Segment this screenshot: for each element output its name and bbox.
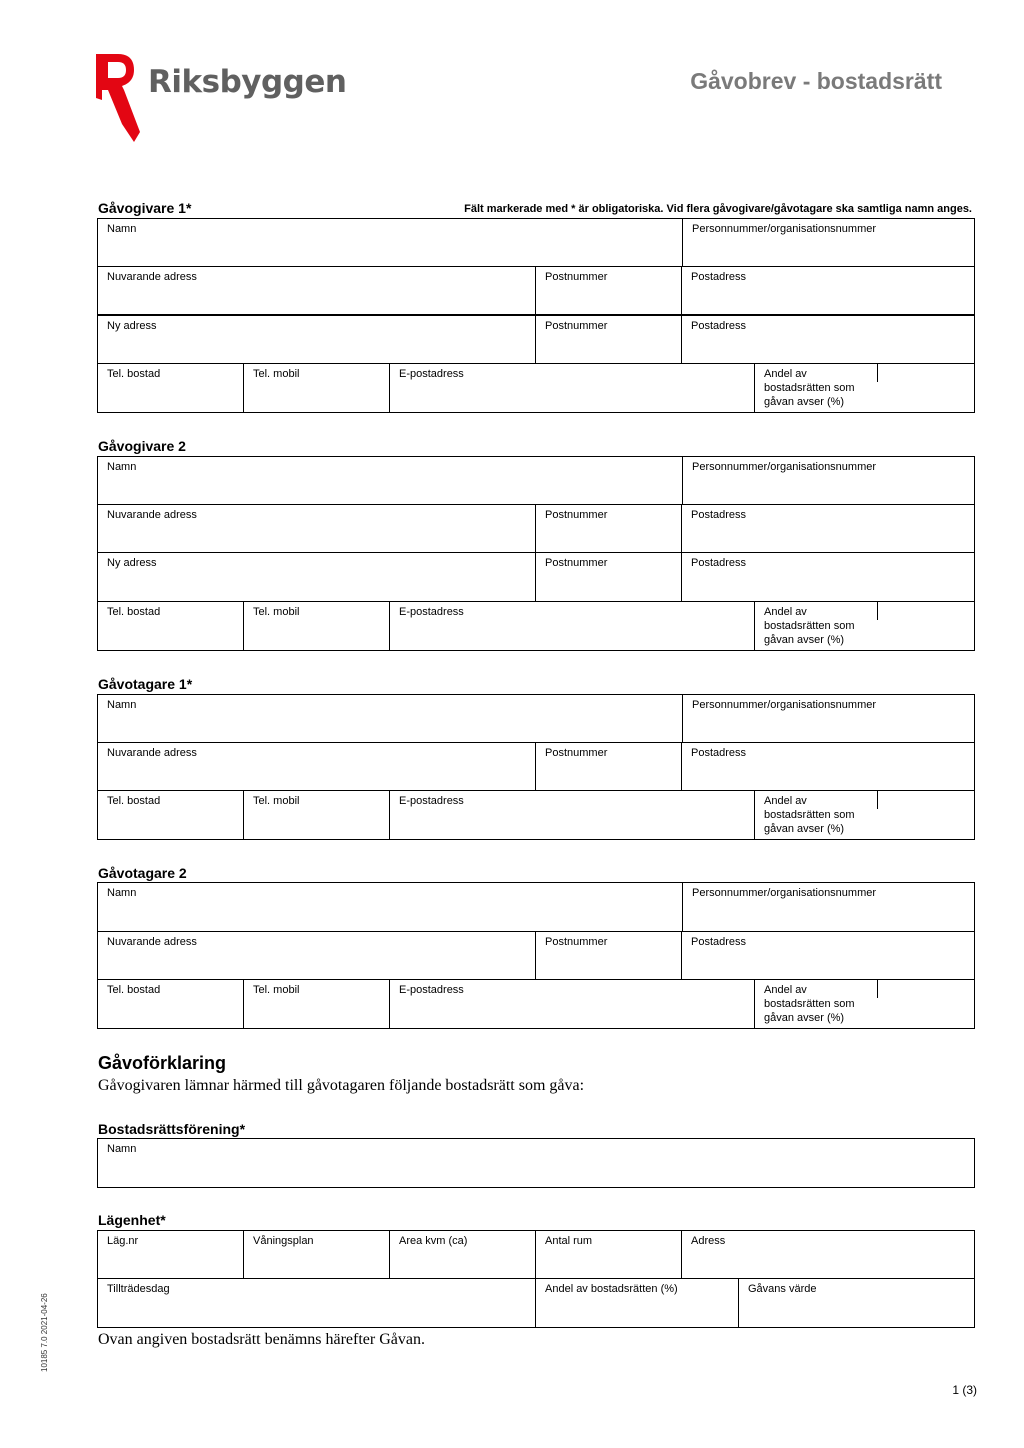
mandatory-fields-note: Fält markerade med * är obligatoriska. Vid flera gåvogivare/gåvotagare ska samtliga namn anges.: [464, 203, 972, 215]
taker-2-postadress-field[interactable]: [681, 931, 975, 980]
giver-1-new-postnummer-field[interactable]: [535, 315, 682, 364]
field-label: Nuvarande adress: [107, 747, 197, 759]
giver-1-share-field[interactable]: [754, 363, 975, 413]
declaration-heading: Gåvoförklaring: [98, 1053, 227, 1073]
giver-2-postadress-field[interactable]: [681, 504, 975, 553]
field-label: Nuvarande adress: [107, 509, 197, 521]
document-code: 10185 7.0 2021-04-26: [40, 1293, 49, 1372]
taker-2-personnummer-field[interactable]: [682, 882, 975, 932]
area-field[interactable]: [389, 1230, 536, 1279]
field-label: Postadress: [691, 509, 747, 521]
field-label: Namn: [107, 461, 137, 473]
field-label: bostadsrätten som: [764, 382, 855, 394]
taker-1-name-field[interactable]: [97, 694, 683, 743]
field-label: Postnummer: [545, 557, 608, 569]
field-label: Postnummer: [545, 509, 608, 521]
share-divider: [877, 364, 878, 382]
field-label: Tel. mobil: [253, 984, 300, 996]
field-label: Personnummer/organisationsnummer: [692, 699, 877, 711]
share-divider: [877, 980, 878, 998]
field-label: bostadsrätten som: [764, 620, 855, 632]
field-label: Tel. bostad: [107, 606, 161, 618]
field-label: Tel. mobil: [253, 795, 300, 807]
field-label: Andel av: [764, 984, 807, 996]
taker-1-current-address-field[interactable]: [97, 742, 536, 791]
share-divider: [877, 791, 878, 809]
field-label: Postadress: [691, 320, 747, 332]
field-label: Area kvm (ca): [399, 1235, 468, 1247]
field-label: Postadress: [691, 271, 747, 283]
giver-1-new-postadress-field[interactable]: [681, 315, 975, 364]
field-label: Personnummer/organisationsnummer: [692, 887, 877, 899]
taker-1-postnummer-field[interactable]: [535, 742, 682, 791]
section-title-giver-2: Gåvogivare 2: [98, 438, 186, 454]
giver-2-share-field[interactable]: [754, 601, 975, 651]
taker-1-email-field[interactable]: [389, 790, 755, 840]
giver-1-email-field[interactable]: [389, 363, 755, 413]
taker-2-current-address-field[interactable]: [97, 931, 536, 980]
apartment-address-field[interactable]: [681, 1230, 975, 1279]
giver-1-postadress-field[interactable]: [681, 266, 975, 315]
field-label: Nuvarande adress: [107, 271, 197, 283]
giver-1-tel-mobil-field[interactable]: [243, 363, 390, 413]
field-label: Tel. bostad: [107, 368, 161, 380]
field-label: Postnummer: [545, 271, 608, 283]
field-label: bostadsrätten som: [764, 998, 855, 1010]
giver-1-personnummer-field[interactable]: [682, 218, 975, 267]
field-label: Andel av: [764, 795, 807, 807]
taker-2-tel-mobil-field[interactable]: [243, 979, 390, 1029]
field-label: E-postadress: [399, 606, 464, 618]
share-divider: [877, 602, 878, 620]
giver-2-personnummer-field[interactable]: [682, 456, 975, 505]
declaration-text: Gåvogivaren lämnar härmed till gåvotagaren följande bostadsrätt som gåva:: [98, 1077, 585, 1094]
giver-2-current-address-field[interactable]: [97, 504, 536, 553]
document-title: Gåvobrev - bostadsrätt: [690, 68, 942, 94]
section-title-apartment: Lägenhet*: [98, 1212, 166, 1228]
field-label: E-postadress: [399, 984, 464, 996]
giver-1-current-address-field[interactable]: [97, 266, 536, 315]
field-label: Våningsplan: [253, 1235, 314, 1247]
field-label: Personnummer/organisationsnummer: [692, 223, 877, 235]
field-label: gåvan avser (%): [764, 1012, 845, 1024]
giver-2-tel-bostad-field[interactable]: [97, 601, 244, 651]
giver-2-tel-mobil-field[interactable]: [243, 601, 390, 651]
field-label: bostadsrätten som: [764, 809, 855, 821]
field-label: Ny adress: [107, 320, 157, 332]
field-label: Tel. bostad: [107, 984, 161, 996]
page-number: 1 (3): [952, 1383, 977, 1397]
access-date-field[interactable]: [97, 1278, 536, 1328]
rooms-field[interactable]: [535, 1230, 682, 1279]
field-label: Tillträdesdag: [107, 1283, 170, 1295]
share-percent-field[interactable]: [535, 1278, 739, 1328]
field-label: gåvan avser (%): [764, 396, 845, 408]
taker-1-personnummer-field[interactable]: [682, 694, 975, 743]
taker-2-name-field[interactable]: [97, 882, 683, 932]
riksbyggen-logo: [94, 50, 364, 145]
field-label: Namn: [107, 223, 137, 235]
section-title-association: Bostadsrättsförening*: [98, 1121, 246, 1137]
giver-1-postnummer-field[interactable]: [535, 266, 682, 315]
field-label: gåvan avser (%): [764, 634, 845, 646]
field-label: Adress: [691, 1235, 726, 1247]
giver-2-new-postadress-field[interactable]: [681, 552, 975, 602]
giver-2-postnummer-field[interactable]: [535, 504, 682, 553]
field-label: Antal rum: [545, 1235, 593, 1247]
taker-2-tel-bostad-field[interactable]: [97, 979, 244, 1029]
field-label: Andel av bostadsrätten (%): [545, 1283, 678, 1295]
taker-1-share-field[interactable]: [754, 790, 975, 840]
gift-value-field[interactable]: [738, 1278, 975, 1328]
section-title-giver-1: Gåvogivare 1*: [98, 200, 192, 216]
taker-1-tel-bostad-field[interactable]: [97, 790, 244, 840]
giver-2-name-field[interactable]: [97, 456, 683, 505]
field-label: Personnummer/organisationsnummer: [692, 461, 877, 473]
field-label: Andel av: [764, 606, 807, 618]
field-label: Tel. bostad: [107, 795, 161, 807]
field-label: gåvan avser (%): [764, 823, 845, 835]
giver-1-new-address-field[interactable]: [97, 315, 536, 364]
field-label: Ny adress: [107, 557, 157, 569]
field-label: Namn: [107, 699, 137, 711]
giver-2-new-address-field[interactable]: [97, 552, 536, 602]
field-label: Postnummer: [545, 747, 608, 759]
taker-2-share-field[interactable]: [754, 979, 975, 1029]
taker-1-tel-mobil-field[interactable]: [243, 790, 390, 840]
field-label: Postadress: [691, 936, 747, 948]
field-label: Postadress: [691, 747, 747, 759]
field-label: Tel. mobil: [253, 606, 300, 618]
apartment-number-field[interactable]: [97, 1230, 244, 1279]
giver-2-new-postnummer-field[interactable]: [535, 552, 682, 602]
logo-mark-icon: [94, 50, 144, 145]
field-label: Gåvans värde: [748, 1283, 817, 1295]
field-label: Tel. mobil: [253, 368, 300, 380]
giver-2-email-field[interactable]: [389, 601, 755, 651]
brand-name: Riksbyggen: [148, 64, 347, 100]
taker-2-email-field[interactable]: [389, 979, 755, 1029]
field-label: Namn: [107, 887, 137, 899]
taker-1-postadress-field[interactable]: [681, 742, 975, 791]
field-label: Läg.nr: [107, 1235, 139, 1247]
giver-1-tel-bostad-field[interactable]: [97, 363, 244, 413]
field-label: Postadress: [691, 557, 747, 569]
field-label: Namn: [107, 1143, 137, 1155]
field-label: Nuvarande adress: [107, 936, 197, 948]
section-title-taker-2: Gåvotagare 2: [98, 865, 187, 881]
giver-1-name-field[interactable]: [97, 218, 683, 267]
field-label: Postnummer: [545, 320, 608, 332]
closing-text: Ovan angiven bostadsrätt benämns härefter Gåvan.: [98, 1331, 425, 1348]
association-name-field[interactable]: [97, 1138, 975, 1188]
field-label: E-postadress: [399, 795, 464, 807]
field-label: Postnummer: [545, 936, 608, 948]
floor-field[interactable]: [243, 1230, 390, 1279]
taker-2-postnummer-field[interactable]: [535, 931, 682, 980]
field-label: Andel av: [764, 368, 807, 380]
field-label: E-postadress: [399, 368, 464, 380]
section-title-taker-1: Gåvotagare 1*: [98, 676, 193, 692]
